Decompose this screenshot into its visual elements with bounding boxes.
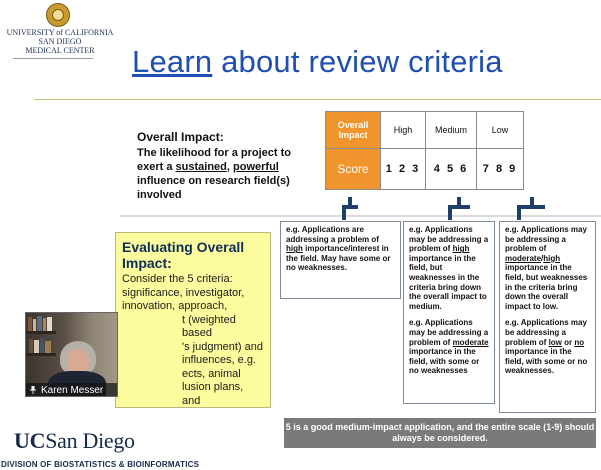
- ex-high-b: high: [286, 244, 303, 254]
- eval-line: influences, e.g.: [182, 354, 256, 366]
- ex-med-1c: importance in the field, but weaknesses in the criteria bring down the overall impact to medium.: [409, 253, 487, 311]
- example-low-text-1: [505, 225, 590, 311]
- overall-impact-definition: [137, 146, 297, 202]
- score-table: [325, 111, 524, 190]
- score-label-cell: Score: [326, 149, 381, 190]
- logo-line-2: SAN DIEGO: [38, 37, 82, 46]
- column-medium: Medium: [426, 112, 477, 149]
- slide-title: [132, 44, 503, 80]
- section-rule: [120, 215, 601, 217]
- bracket-low-bar: [517, 205, 545, 209]
- participant-name: Karen Messer: [41, 385, 104, 396]
- example-low-box: [499, 221, 596, 413]
- title-rule: [34, 99, 601, 100]
- eval-line: Consider the 5 criteria:: [122, 273, 233, 285]
- book: [43, 318, 46, 331]
- logo-line-1: UNIVERSITY of CALIFORNIA: [6, 28, 114, 37]
- ex-high-c: importance/interest in the field. May have some or no weaknesses.: [286, 244, 391, 273]
- oi-comma: ,: [226, 161, 234, 173]
- department-name: DIVISION OF BIOSTATISTICS & BIOINFORMATICS: [1, 460, 200, 469]
- ucsd-medical-center-logo: [4, 28, 116, 55]
- example-high-text: [286, 225, 395, 273]
- ex-low-1c: high: [543, 253, 561, 263]
- book: [47, 317, 52, 331]
- ex-med-1a: e.g. Applications may be addressing a problem of: [409, 225, 489, 254]
- bracket-low-left: [517, 205, 521, 220]
- ex-med-1b: high: [452, 244, 470, 254]
- score-low: 7 8 9: [477, 149, 524, 190]
- book: [29, 339, 33, 353]
- example-low-text-2: [505, 318, 590, 376]
- learn-link[interactable]: Learn: [132, 44, 213, 79]
- book: [45, 341, 51, 353]
- score-medium: 4 5 6: [426, 149, 477, 190]
- example-medium-box: [403, 221, 495, 404]
- evaluating-overall-impact-box: [115, 232, 271, 408]
- eval-title-text: Evaluating Overall Impact: [122, 239, 245, 271]
- bookshelf: [26, 331, 56, 334]
- ex-low-1a: e.g. Applications may be addressing a problem of: [505, 225, 587, 254]
- title-rest: about review criteria: [212, 44, 503, 79]
- bracket-medium-left: [448, 205, 452, 220]
- book: [28, 317, 32, 331]
- uc-san-diego-logo: [14, 428, 135, 454]
- column-high: High: [381, 112, 426, 149]
- eval-line: innovation, approach,: [122, 300, 228, 312]
- example-high-box: [280, 221, 401, 299]
- ex-med-2b: moderate: [452, 337, 489, 347]
- participant-video-tile[interactable]: [25, 312, 118, 397]
- ex-low-2b: low: [548, 337, 562, 347]
- book: [37, 316, 42, 331]
- ex-med-2c: importance in the field, with some or no weaknesses: [409, 347, 480, 376]
- pin-icon: [30, 386, 36, 394]
- oi-powerful: powerful: [233, 161, 279, 173]
- book: [40, 338, 44, 353]
- logo-line-3: MEDICAL CENTER: [25, 46, 95, 55]
- eval-title-colon: :: [167, 255, 172, 271]
- overall-impact-heading: Overall Impact:: [137, 130, 224, 144]
- evaluating-body: [122, 273, 264, 408]
- ex-low-1d: importance in the field, but weaknesses in the criteria bring down the overall impact to low.: [505, 263, 588, 311]
- eval-line: significance, investigator,: [122, 286, 245, 299]
- uc-seal-logo: [46, 3, 70, 27]
- eval-line: ects, animal: [182, 367, 241, 380]
- header-divider: [13, 58, 93, 59]
- ex-high-a: e.g. Applications are addressing a problem of: [286, 225, 379, 244]
- eval-line: t (weighted based: [182, 313, 236, 339]
- bookshelf: [26, 353, 56, 356]
- eval-line: 's judgment) and: [182, 340, 263, 353]
- ex-low-2c: no: [574, 337, 585, 347]
- ex-low-1b: moderate: [505, 253, 542, 263]
- bracket-high-left: [342, 205, 346, 220]
- evaluating-title: [122, 239, 264, 271]
- ex-low-1sep: /: [541, 253, 544, 263]
- scale-note: 5 is a good medium-impact application, and the entire scale (1-9) should always be considered.: [284, 418, 596, 448]
- oi-sustained: sustained: [175, 161, 227, 173]
- example-medium-text-1: [409, 225, 489, 311]
- score-high: 1 2 3: [381, 149, 426, 190]
- ex-low-2a: e.g. Applications may be addressing a problem of: [505, 318, 587, 347]
- column-low: Low: [477, 112, 524, 149]
- ex-low-2or: or: [561, 337, 575, 347]
- logo-san-diego: San Diego: [45, 428, 135, 453]
- book: [34, 340, 39, 353]
- ex-med-2a: e.g. Applications may be addressing a problem of: [409, 318, 489, 347]
- eval-line: lusion plans, and: [182, 381, 244, 407]
- ex-low-2d: importance in the field, with some or no weaknesses.: [505, 347, 588, 376]
- book: [33, 319, 36, 331]
- example-medium-text-2: [409, 318, 489, 376]
- logo-uc: UC: [14, 428, 46, 453]
- participant-name-bar: [26, 383, 118, 397]
- oi-text-2: influence on research field(s) involved: [137, 175, 290, 201]
- oi-text-1: The likelihood for a project to exert a: [137, 147, 292, 173]
- overall-impact-header-cell: Overall Impact: [326, 112, 381, 149]
